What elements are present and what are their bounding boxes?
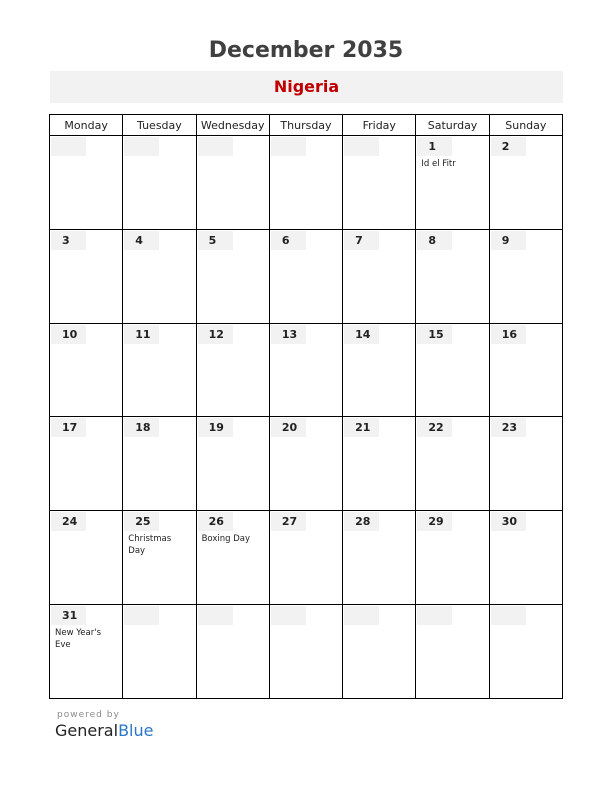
day-cell: [50, 136, 123, 230]
day-cell: [197, 324, 270, 418]
day-number: 1: [417, 137, 452, 156]
day-number: 16: [491, 325, 526, 344]
day-number: 21: [344, 418, 379, 437]
weekday-header-row: [50, 115, 563, 136]
holiday-label: New Year's Eve: [55, 628, 102, 651]
day-number: 10: [51, 325, 86, 344]
day-number: [124, 137, 159, 156]
day-cell: [416, 605, 489, 699]
brand-logo: [55, 721, 153, 740]
day-cell: [50, 230, 123, 324]
day-cell: [416, 230, 489, 324]
day-cell: [416, 324, 489, 418]
day-cell: [123, 511, 196, 605]
day-cell: [123, 324, 196, 418]
powered-by-label: powered by: [57, 710, 120, 720]
page-title: December 2035: [208, 38, 404, 63]
day-number: 8: [417, 231, 452, 250]
day-number: 11: [124, 325, 159, 344]
holiday-label: Christmas Day: [128, 534, 172, 557]
day-number: 6: [271, 231, 306, 250]
day-number: 31: [51, 606, 86, 625]
day-number: [491, 606, 526, 625]
day-number: 24: [51, 512, 86, 531]
day-cell: [50, 417, 123, 511]
day-cell: [490, 230, 563, 324]
day-number: 30: [491, 512, 526, 531]
day-cell: [270, 605, 343, 699]
day-number: 28: [344, 512, 379, 531]
day-number: 22: [417, 418, 452, 437]
day-number: 7: [344, 231, 379, 250]
brand-general: General: [55, 721, 119, 740]
day-cell: [197, 511, 270, 605]
day-cell: [50, 324, 123, 418]
week-row: [50, 417, 563, 511]
day-number: 12: [198, 325, 233, 344]
weekday-saturday: Saturday: [416, 115, 489, 136]
calendar-grid: [49, 114, 563, 699]
day-cell: [123, 605, 196, 699]
day-cell: [490, 324, 563, 418]
holiday-label: Boxing Day: [201, 534, 250, 545]
day-cell: [416, 417, 489, 511]
day-number: 27: [271, 512, 306, 531]
day-cell: [270, 136, 343, 230]
day-cell: [270, 324, 343, 418]
day-number: [417, 606, 452, 625]
brand-blue: Blue: [118, 721, 154, 740]
day-cell: [490, 136, 563, 230]
day-cell: [343, 230, 416, 324]
day-cell: [270, 511, 343, 605]
day-cell: [490, 605, 563, 699]
day-cell: [343, 136, 416, 230]
day-number: 5: [198, 231, 233, 250]
day-cell: [343, 511, 416, 605]
day-number: 17: [51, 418, 86, 437]
day-number: [271, 137, 306, 156]
week-row: [50, 230, 563, 324]
day-number: 20: [271, 418, 306, 437]
day-cell: [197, 136, 270, 230]
day-number: 19: [198, 418, 233, 437]
day-number: 4: [124, 231, 159, 250]
day-cell: [197, 230, 270, 324]
day-cell: [343, 417, 416, 511]
day-number: [344, 137, 379, 156]
week-row: [50, 511, 563, 605]
day-number: 9: [491, 231, 526, 250]
day-cell: [270, 230, 343, 324]
day-number: 14: [344, 325, 379, 344]
day-cell: [270, 417, 343, 511]
day-cell: [416, 511, 489, 605]
day-number: 23: [491, 418, 526, 437]
day-number: [198, 606, 233, 625]
day-number: 29: [417, 512, 452, 531]
weekday-wednesday: Wednesday: [197, 115, 270, 136]
day-cell: [197, 605, 270, 699]
day-number: 3: [51, 231, 86, 250]
day-cell: [490, 417, 563, 511]
week-row: [50, 136, 563, 230]
weekday-tuesday: Tuesday: [123, 115, 196, 136]
day-number: [198, 137, 233, 156]
day-number: [271, 606, 306, 625]
day-cell: [123, 136, 196, 230]
weekday-monday: Monday: [50, 115, 123, 136]
day-cell: [123, 230, 196, 324]
day-number: [344, 606, 379, 625]
day-cell: [416, 136, 489, 230]
day-cell: [123, 417, 196, 511]
weekday-sunday: Sunday: [490, 115, 563, 136]
day-cell: [343, 324, 416, 418]
weekday-thursday: Thursday: [270, 115, 343, 136]
day-number: [124, 606, 159, 625]
day-cell: [50, 511, 123, 605]
day-number: 18: [124, 418, 159, 437]
country-name: Nigeria: [50, 71, 563, 103]
day-cell: [490, 511, 563, 605]
weekday-friday: Friday: [343, 115, 416, 136]
day-cell: [50, 605, 123, 699]
day-number: 15: [417, 325, 452, 344]
week-row: [50, 324, 563, 418]
day-number: 2: [491, 137, 526, 156]
day-number: 13: [271, 325, 306, 344]
day-number: 26: [198, 512, 233, 531]
week-row: [50, 605, 563, 699]
day-number: 25: [124, 512, 159, 531]
day-cell: [197, 417, 270, 511]
day-number: [51, 137, 86, 156]
day-cell: [343, 605, 416, 699]
weeks-container: [50, 136, 563, 699]
holiday-label: Id el Fitr: [421, 159, 456, 169]
